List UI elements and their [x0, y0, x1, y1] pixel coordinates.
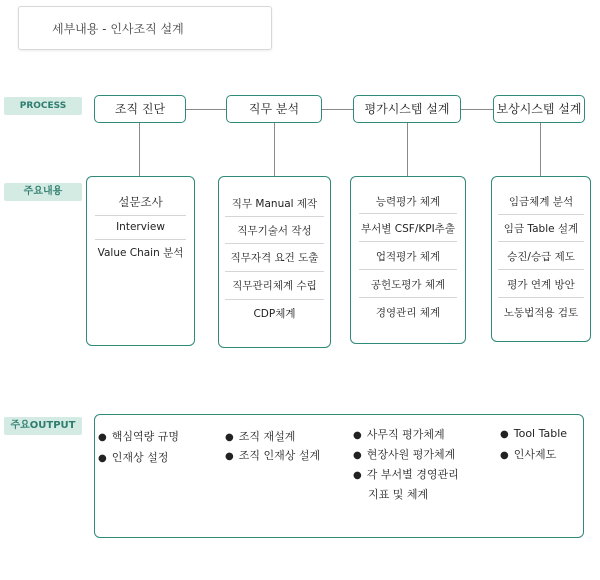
- output-item: ● 인재상 설정: [98, 451, 169, 464]
- output-item: ● 각 부서별 경영관리: [353, 468, 459, 481]
- list-item: 노동법적용 검토: [503, 307, 579, 319]
- divider: [95, 239, 186, 240]
- divider: [498, 297, 584, 298]
- bullet-dot-icon: ●: [98, 432, 107, 443]
- output-item: ● Tool Table: [500, 427, 568, 440]
- output-item: ● 인사제도: [500, 448, 557, 461]
- row-label-process: PROCESS: [4, 97, 82, 115]
- list-item: 임금 Table 설계: [503, 223, 579, 235]
- output-item: ● 핵심역량 규명: [98, 430, 179, 443]
- content-box-job-analysis: [218, 176, 331, 348]
- list-item: 직무기술서 작성: [237, 225, 312, 237]
- output-item-continuation: 지표 및 체계: [368, 488, 429, 501]
- bullet-dot-icon: ●: [500, 429, 509, 440]
- list-item: 부서별 CSF/KPI추출: [361, 223, 455, 235]
- list-item: 능력평가 체계: [375, 196, 441, 208]
- row-label-main-content: 주요내용: [4, 183, 82, 201]
- list-item: 평가 연계 방안: [507, 279, 575, 291]
- phase-job-analysis: 직무 분석: [226, 95, 322, 123]
- divider: [225, 243, 324, 244]
- list-item: 설문조사: [118, 195, 163, 209]
- list-item: 직무자격 요건 도출: [230, 252, 319, 264]
- page-title: 세부내용 - 인사조직 설계: [52, 22, 184, 36]
- output-item: ● 조직 재설계: [225, 430, 296, 443]
- divider: [359, 297, 457, 298]
- list-item: 경영관리 체계: [375, 307, 441, 319]
- phase-compensation-system: 보상시스템 설계: [493, 95, 585, 123]
- list-item: 직무 Manual 제작: [231, 198, 318, 210]
- vconnector-4: [540, 123, 541, 176]
- row-label-output: 주요OUTPUT: [4, 417, 82, 435]
- divider: [359, 213, 457, 214]
- bullet-dot-icon: ●: [500, 450, 509, 461]
- phase-org-diagnosis: 조직 진단: [94, 95, 186, 123]
- output-item: ● 사무직 평가체계: [353, 428, 445, 441]
- content-box-compensation-system: [491, 176, 591, 342]
- list-item: 승진/승급 제도: [507, 251, 575, 263]
- output-item: ● 조직 인재상 설계: [225, 449, 321, 462]
- divider: [498, 214, 584, 215]
- divider: [498, 269, 584, 270]
- bullet-dot-icon: ●: [353, 430, 362, 441]
- bullet-dot-icon: ●: [225, 432, 234, 443]
- divider: [359, 241, 457, 242]
- list-item: 임금체계 분석: [508, 196, 574, 208]
- list-item: 직무관리체계 수립: [232, 280, 317, 292]
- divider: [225, 299, 324, 300]
- bullet-dot-icon: ●: [353, 450, 362, 461]
- phase-evaluation-system: 평가시스템 설계: [353, 95, 461, 123]
- list-item: 업적평가 체계: [375, 251, 441, 263]
- content-box-org-diagnosis: [86, 176, 195, 346]
- list-item: Interview: [116, 221, 165, 233]
- output-item: ● 현장사원 평가체계: [353, 448, 456, 461]
- list-item: 공헌도평가 체계: [370, 279, 446, 291]
- bullet-dot-icon: ●: [98, 453, 107, 464]
- bullet-dot-icon: ●: [225, 451, 234, 462]
- connector-2-3: [322, 109, 353, 110]
- divider: [225, 216, 324, 217]
- divider: [95, 215, 186, 216]
- bullet-dot-icon: ●: [353, 470, 362, 481]
- list-item: CDP체계: [253, 308, 296, 320]
- vconnector-1: [139, 123, 140, 176]
- divider: [359, 269, 457, 270]
- content-box-evaluation-system: [350, 176, 466, 344]
- divider: [225, 271, 324, 272]
- vconnector-2: [274, 123, 275, 176]
- connector-1-2: [186, 109, 226, 110]
- list-item: Value Chain 분석: [97, 247, 184, 259]
- connector-3-4: [461, 109, 493, 110]
- vconnector-3: [407, 123, 408, 176]
- divider: [498, 241, 584, 242]
